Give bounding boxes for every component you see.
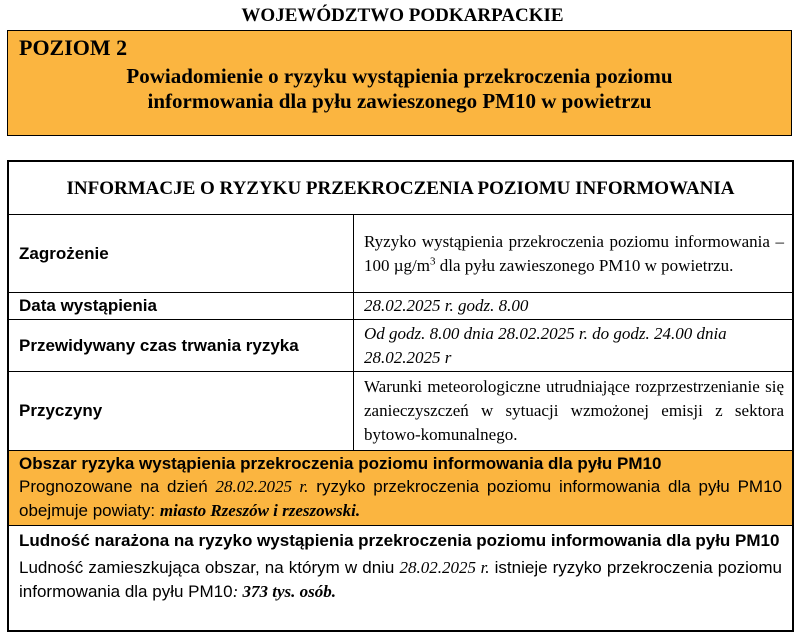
row-date-value: 28.02.2025 r. godz. 8.00	[364, 296, 529, 315]
risk-area-date: 28.02.2025 r.	[215, 477, 309, 496]
population-text	[19, 556, 782, 604]
alert-level: POZIOM 2	[19, 35, 128, 60]
row-duration-label: Przewidywany czas trwania ryzyka	[9, 320, 354, 371]
alert-title-line2: informowania dla pyłu zawieszonego PM10 w powietrzu	[147, 89, 652, 113]
risk-area-title: Obszar ryzyka wystąpienia przekroczenia poziomu informowania dla pyłu PM10	[19, 454, 662, 473]
alert-title	[8, 64, 791, 114]
risk-area-section	[9, 451, 792, 526]
population-text-b: istnieje ryzyko przekroczenia poziomu informowania dla pyłu PM10	[19, 558, 782, 601]
risk-area-text-a: Prognozowane na dzień	[19, 477, 216, 496]
row-date-label: Data wystąpienia	[9, 293, 354, 319]
population-section	[9, 526, 792, 630]
population-text-a: Ludność zamieszkująca obszar, na którym w dniu	[19, 558, 400, 577]
threat-text-a: Ryzyko wystąpienia przekroczenia poziomu informowania – 100 µg/m	[364, 231, 784, 275]
alert-level-box	[7, 30, 792, 136]
row-threat-label: Zagrożenie	[9, 215, 354, 292]
row-causes	[9, 372, 792, 451]
row-causes-value	[354, 372, 792, 450]
risk-area-text-b: ryzyko przekroczenia poziomu informowania dla pyłu PM10 obejmuje powiaty:	[19, 477, 783, 520]
alert-title-line1: Powiadomienie o ryzyku wystąpienia przekroczenia poziomu	[126, 64, 673, 88]
row-duration	[9, 320, 792, 372]
population-title: Ludność narażona na ryzyko wystąpienia przekroczenia poziomu informowania dla pyłu PM10	[19, 531, 780, 550]
row-threat	[9, 215, 792, 293]
info-table-heading: INFORMACJE O RYZYKU PRZEKROCZENIA POZIOMU INFORMOWANIA	[9, 162, 792, 215]
risk-area-districts: miasto Rzeszów i rzeszowski.	[159, 501, 361, 520]
risk-area-text	[19, 475, 782, 523]
info-table	[7, 160, 794, 632]
population-date: 28.02.2025 r.	[399, 558, 490, 577]
row-occurrence-date	[9, 293, 792, 320]
threat-text-b: dla pyłu zawieszonego PM10 w powietrzu.	[435, 255, 734, 275]
row-duration-value: Od godz. 8.00 dnia 28.02.2025 r. do godz. 24.00 dnia 28.02.2025 r	[364, 323, 727, 367]
voivodeship-heading: WOJEWÓDZTWO PODKARPACKIE	[241, 5, 564, 26]
row-causes-label: Przyczyny	[9, 372, 354, 450]
row-threat-value	[354, 215, 792, 292]
population-count: 373 tys. osób.	[238, 582, 336, 601]
causes-text: Warunki meteorologiczne utrudniające rozprzestrzenianie się zanieczyszczeń w sytuacji wzmożonej emisji z sektora bytowo-komunalnego.	[364, 377, 784, 444]
population-colon: :	[232, 582, 239, 601]
threat-unit-sup: 3	[430, 254, 436, 267]
